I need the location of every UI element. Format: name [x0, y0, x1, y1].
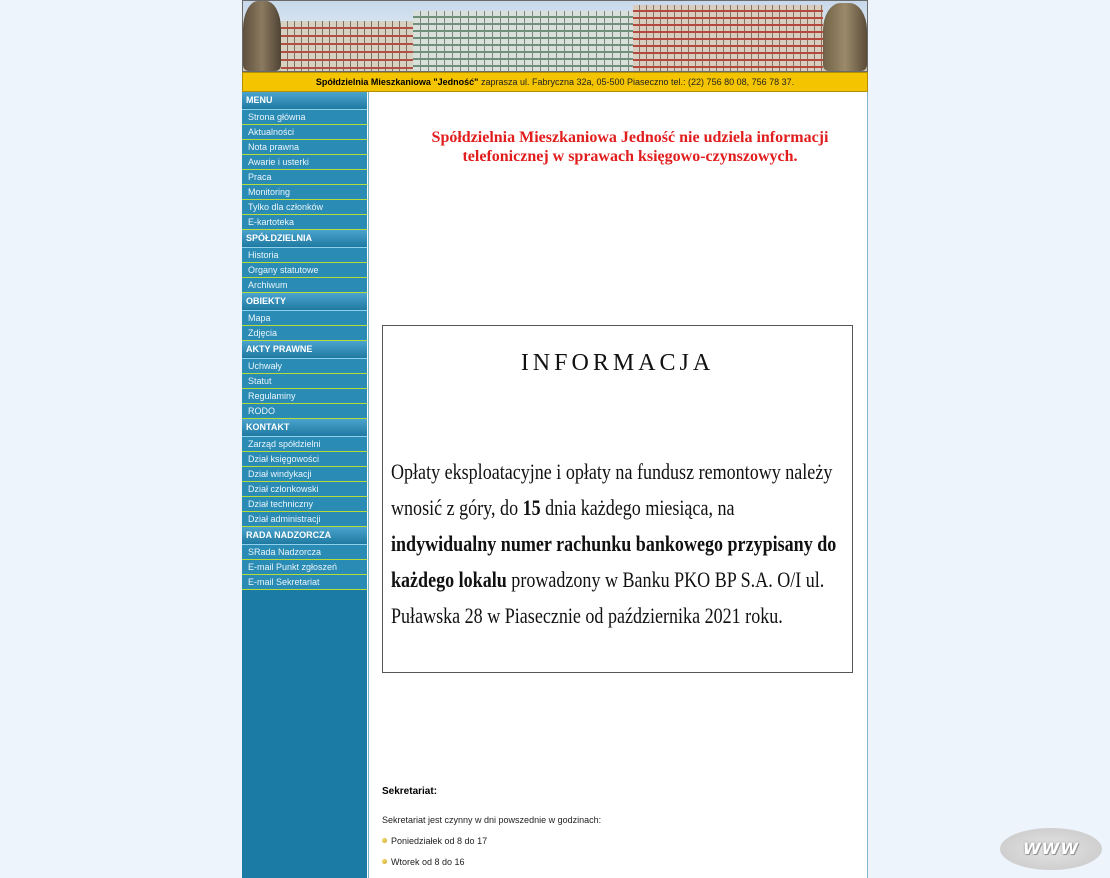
page-wrapper — [242, 0, 868, 878]
sidebar-item-aktualnosci[interactable]: Aktualności — [242, 125, 367, 140]
section-header-akty-prawne: AKTY PRAWNE — [242, 341, 367, 359]
sidebar-item-dzial-czlonkowski[interactable]: Dział członkowski — [242, 482, 367, 497]
sidebar-item-archiwum[interactable]: Archiwum — [242, 278, 367, 293]
sidebar-item-organy-statutowe[interactable]: Organy statutowe — [242, 263, 367, 278]
sidebar-item-strona-glowna[interactable]: Strona główna — [242, 110, 367, 125]
sidebar-item-uchwaly[interactable]: Uchwały — [242, 359, 367, 374]
hours-item-text: Wtorek od 8 do 16 — [391, 857, 465, 867]
sidebar-item-praca[interactable]: Praca — [242, 170, 367, 185]
building-right — [633, 5, 823, 71]
coop-name: Spółdzielnia Mieszkaniowa "Jedność" — [315, 77, 479, 87]
sidebar-item-zdjecia[interactable]: Zdjęcia — [242, 326, 367, 341]
sidebar-item-monitoring[interactable]: Monitoring — [242, 185, 367, 200]
sidebar-item-e-kartoteka[interactable]: E-kartoteka — [242, 215, 367, 230]
info-text: zaprasza ul. Fabryczna 32a, 05-500 Piaseczno tel.: (22) 756 80 08, 756 78 37. — [478, 77, 795, 87]
sidebar — [242, 92, 367, 878]
sidebar-item-awarie[interactable]: Awarie i usterki — [242, 155, 367, 170]
sidebar-item-rodo[interactable]: RODO — [242, 404, 367, 419]
sidebar-item-regulaminy[interactable]: Regulaminy — [242, 389, 367, 404]
hours-item — [382, 836, 487, 846]
building-center — [413, 11, 633, 71]
building-left — [281, 21, 413, 71]
information-notice-image — [382, 325, 853, 673]
sidebar-item-email-sekretariat[interactable]: E-mail Sekretariat — [242, 575, 367, 590]
section-header-rada-nadzorcza: RADA NADZORCZA — [242, 527, 367, 545]
sekretariat-title: Sekretariat: — [382, 786, 438, 797]
tree-left — [243, 1, 281, 71]
notice-heading: Spółdzielnia Mieszkaniowa Jedność nie udziela informacji telefonicznej w sprawach księgowo-czynszowych. — [431, 129, 829, 165]
infobox-text-3: prowadzony w Banku PKO BP S.A. O/I ul. Puławska 28 w Piasecznie od października 2021 roku. — [391, 567, 825, 628]
sidebar-item-mapa[interactable]: Mapa — [242, 311, 367, 326]
info-bar — [242, 72, 868, 92]
section-header-obiekty: OBIEKTY — [242, 293, 367, 311]
infobox-bold-day: 15 — [522, 495, 541, 520]
sidebar-item-nota-prawna[interactable]: Nota prawna — [242, 140, 367, 155]
infobox-body — [391, 454, 842, 634]
sidebar-item-statut[interactable]: Statut — [242, 374, 367, 389]
bullet-icon — [382, 859, 387, 864]
infobox-text-2: dnia każdego miesiąca, na — [540, 495, 735, 520]
infobox-text-1: Opłaty eksploatacyjne i opłaty na fundusz remontowy należy wnosić z góry, do — [391, 459, 833, 520]
sidebar-item-email-punkt-zgloszen[interactable]: E-mail Punkt zgłoszeń — [242, 560, 367, 575]
infobox-bold-account: indywidualny numer rachunku bankowego przypisany do każdego lokalu — [391, 531, 837, 592]
sidebar-item-dzial-techniczny[interactable]: Dział techniczny — [242, 497, 367, 512]
sidebar-item-dzial-ksiegowosci[interactable]: Dział księgowości — [242, 452, 367, 467]
sekretariat-text: Sekretariat jest czynny w dni powszednie w godzinach: — [382, 815, 602, 825]
hours-item — [382, 857, 465, 867]
sidebar-item-dzial-windykacji[interactable]: Dział windykacji — [242, 467, 367, 482]
section-header-menu: MENU — [242, 92, 367, 110]
www-badge-button[interactable]: WWW — [1000, 828, 1102, 870]
sidebar-item-srada-nadzorcza[interactable]: SRada Nadzorcza — [242, 545, 367, 560]
infobox-title: INFORMACJA — [520, 350, 715, 376]
bullet-icon — [382, 838, 387, 843]
section-header-kontakt: KONTAKT — [242, 419, 367, 437]
main-content — [368, 92, 868, 878]
sidebar-item-zarzad[interactable]: Zarząd spółdzielni — [242, 437, 367, 452]
sidebar-item-dzial-administracji[interactable]: Dział administracji — [242, 512, 367, 527]
hours-item-text: Poniedziałek od 8 do 17 — [391, 836, 488, 846]
section-header-spoldzielnia: SPÓŁDZIELNIA — [242, 230, 367, 248]
tree-right — [823, 3, 867, 71]
sidebar-item-tylko-dla-czlonkow[interactable]: Tylko dla członków — [242, 200, 367, 215]
header-banner-image — [242, 0, 868, 72]
sidebar-item-historia[interactable]: Historia — [242, 248, 367, 263]
